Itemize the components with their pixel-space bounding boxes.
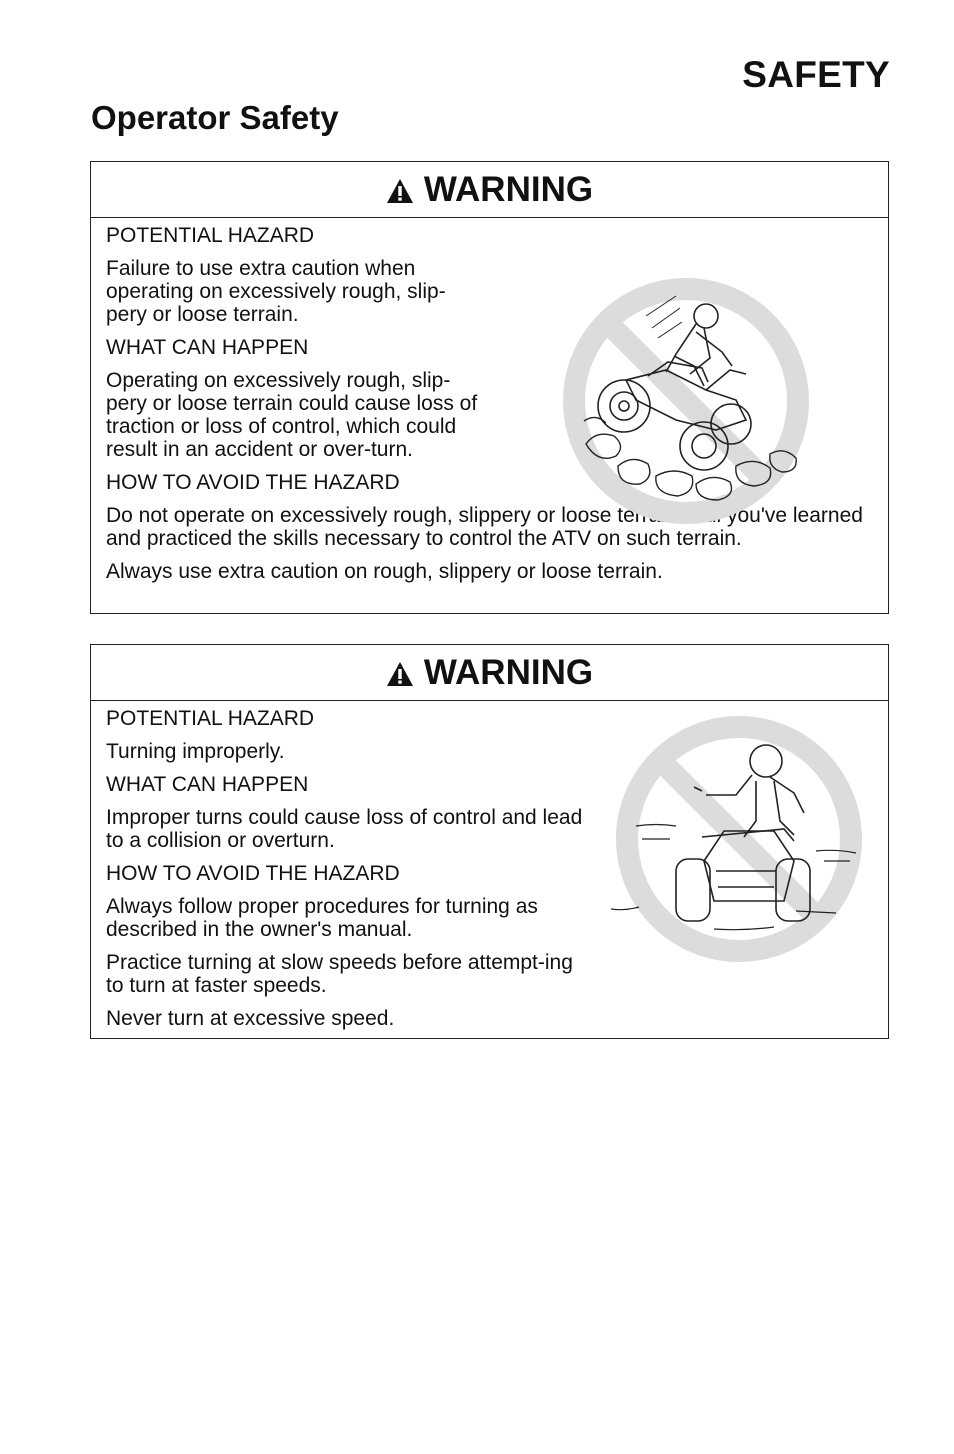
warning-title: WARNING (423, 652, 594, 692)
happen-text: Improper turns could cause loss of control and lead to a collision or overturn. (106, 806, 583, 852)
avoid-text: Practice turning at slow speeds before attempt-ing to turn at faster speeds. (106, 951, 573, 997)
warning-triangle-icon (386, 178, 414, 204)
avoid-text: Always use extra caution on rough, slippery or loose terrain. (106, 560, 663, 583)
hazard-text: Failure to use extra caution when operating on excessively rough, slip-pery or loose terrain. (106, 257, 446, 326)
prohibition-icon (574, 289, 798, 513)
warning-header (91, 162, 888, 218)
warning-triangle-icon (386, 661, 414, 687)
avoid-text: Never turn at excessive speed. (106, 1007, 395, 1030)
avoid-text: Always follow proper procedures for turning as described in the owner's manual. (106, 895, 538, 941)
hazard-heading: POTENTIAL HAZARD (106, 707, 315, 730)
warning-header (91, 645, 888, 701)
warning-box-rough-terrain (90, 161, 889, 614)
hazard-text: Turning improperly. (106, 740, 285, 763)
happen-heading: WHAT CAN HAPPEN (106, 336, 309, 359)
atv-rough-terrain-illustration (556, 276, 826, 531)
happen-text: Operating on excessively rough, slip-pery or loose terrain could cause loss of traction or loss of control, which could result in an accident or over-turn. (106, 369, 478, 461)
section-label: SAFETY (742, 54, 890, 95)
avoid-text: Do not operate on excessively rough, slippery or loose terrain until you've learned and practiced the skills necessary to control the ATV on such terrain. (106, 504, 863, 550)
avoid-heading: HOW TO AVOID THE HAZARD (106, 471, 400, 494)
happen-heading: WHAT CAN HAPPEN (106, 773, 309, 796)
atv-turning-illustration (606, 711, 866, 966)
warning-title: WARNING (423, 169, 594, 209)
warning-box-turning (90, 644, 889, 1039)
page-title: Operator Safety (91, 99, 339, 136)
hazard-heading: POTENTIAL HAZARD (106, 224, 315, 247)
avoid-heading: HOW TO AVOID THE HAZARD (106, 862, 400, 885)
